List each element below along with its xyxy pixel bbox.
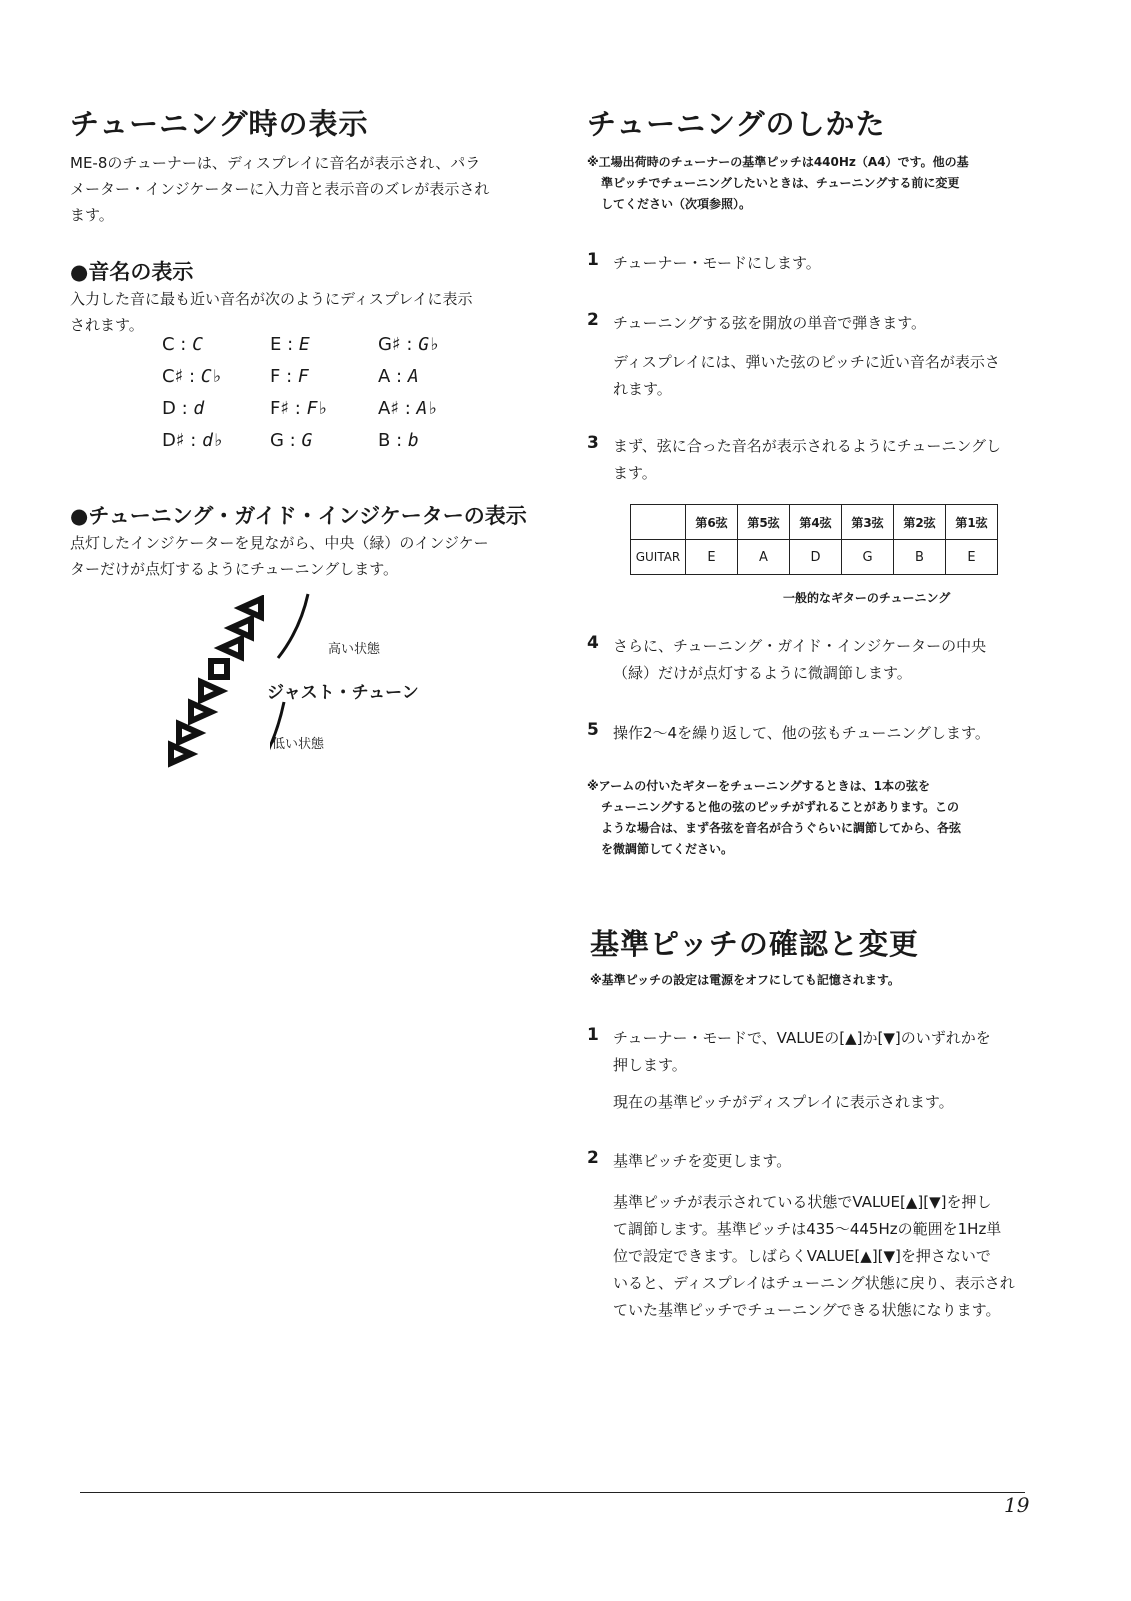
note-names-heading: ●音名の表示	[70, 260, 194, 284]
display-intro-line: メーター・インジケーターに入力音と表示音のズレが表示され	[70, 180, 490, 198]
note-name: D♯	[162, 430, 185, 451]
note-name: D	[162, 398, 176, 419]
step-text	[613, 250, 1058, 277]
lcd-glyph: E	[298, 334, 310, 355]
table-cell: A	[738, 540, 790, 575]
footer-rule	[80, 1492, 1025, 1493]
tuning-table	[630, 504, 998, 575]
page-number: 19	[1004, 1493, 1030, 1517]
note-row	[162, 398, 462, 430]
step-line: ていた基準ピッチでチューニングできる状態になります。	[613, 1301, 1001, 1319]
note-cell: A♯ : A♭	[378, 398, 439, 419]
header-cell: 第2弦	[894, 505, 946, 540]
note-name: G	[270, 430, 284, 451]
note-row	[162, 366, 462, 398]
note-cell: E : E	[270, 334, 310, 355]
label-low-state: 低い状態	[272, 737, 325, 752]
display-section-title: チューニング時の表示	[70, 107, 369, 141]
note-cell: F : F	[270, 366, 309, 387]
lcd-glyph: F♭	[306, 398, 329, 419]
brace-high	[278, 594, 308, 658]
note-name: A♯	[378, 398, 400, 419]
howto-section-title: チューニングのしかた	[587, 107, 886, 141]
arm-note	[587, 776, 1057, 860]
table-cell: E	[686, 540, 738, 575]
step-number: 1	[587, 1025, 599, 1045]
note-cell: F♯ : F♭	[270, 398, 329, 419]
step-line: いると、ディスプレイはチューニング状態に戻り、表示され	[613, 1274, 1015, 1292]
step-number: 3	[587, 433, 599, 453]
label-high-state: 高い状態	[328, 642, 381, 657]
note-row	[162, 334, 462, 366]
indicator-center-icon	[211, 661, 227, 677]
header-cell: 第1弦	[946, 505, 998, 540]
guide-desc-line: 点灯したインジケーターを見ながら、中央（緑）のインジケー	[70, 534, 489, 552]
note-cell: A : A	[378, 366, 419, 387]
lcd-glyph: C	[192, 334, 203, 355]
step-number: 2	[587, 1148, 599, 1168]
note-name: B	[378, 430, 391, 451]
arm-note-line: ような場合は、まず各弦を音名が合うぐらいに調節してから、各弦	[601, 821, 962, 835]
display-intro-line: ます。	[70, 206, 114, 224]
step-text	[613, 433, 1058, 487]
indicator-low-1-icon	[201, 682, 221, 700]
arm-note-line: チューニングすると他の弦のピッチがずれることがあります。この	[601, 800, 959, 814]
lcd-glyph: A♭	[416, 398, 439, 419]
arm-note-line: ※アームの付いたギターをチューニングするときは、1本の弦を	[587, 779, 930, 793]
howto-note	[587, 152, 1057, 215]
note-name: F	[270, 366, 281, 387]
note-cell: D : d	[162, 398, 205, 419]
arm-note-line: を微調節してください。	[601, 842, 734, 856]
step-line: チューニングする弦を開放の単音で弾きます。	[613, 314, 927, 332]
tuning-table-header	[631, 505, 998, 540]
display-intro	[70, 150, 540, 228]
indicator-low-3-icon	[179, 724, 199, 742]
step-number: 1	[587, 250, 599, 270]
step-number: 5	[587, 720, 599, 740]
note-names-desc-line: 入力した音に最も近い音名が次のようにディスプレイに表示	[70, 290, 473, 308]
lcd-glyph: G	[301, 430, 313, 451]
note-cell: C : C	[162, 334, 203, 355]
ref-pitch-section-title: 基準ピッチの確認と変更	[590, 927, 919, 961]
ref-pitch-note: ※基準ピッチの設定は電源をオフにしても記憶されます。	[590, 973, 900, 987]
note-cell: B : b	[378, 430, 419, 451]
step-line: れます。	[613, 380, 672, 398]
label-just-tune: ジャスト・チューン	[267, 683, 419, 703]
step-text	[613, 633, 1058, 687]
step-line: て調節します。基準ピッチは435〜445Hzの範囲を1Hz単	[613, 1220, 1002, 1238]
lcd-glyph: b	[407, 430, 419, 451]
note-name: E	[270, 334, 282, 355]
step-line: 位で設定できます。しばらくVALUE[▲][▼]を押さないで	[613, 1247, 991, 1265]
howto-note-line: してください（次項参照）。	[601, 197, 752, 211]
table-cell: D	[790, 540, 842, 575]
step-line: チューナー・モードにします。	[613, 254, 821, 272]
lcd-glyph: C♭	[200, 366, 223, 387]
table-cell: G	[842, 540, 894, 575]
step-text	[613, 1148, 1058, 1324]
note-cell: C♯ : C♭	[162, 366, 223, 387]
indicator-low-4-icon	[171, 745, 191, 763]
note-cell: D♯ : d♭	[162, 430, 224, 451]
step-line: 現在の基準ピッチがディスプレイに表示されます。	[613, 1093, 954, 1111]
step-line: 基準ピッチが表示されている状態でVALUE[▲][▼]を押し	[613, 1193, 992, 1211]
step-line: ディスプレイには、弾いた弦のピッチに近い音名が表示さ	[613, 353, 1000, 371]
lcd-glyph: d	[193, 398, 205, 419]
step-line: 押します。	[613, 1056, 687, 1074]
step-text	[613, 310, 1058, 403]
tuning-table-caption: 一般的なギターのチューニング	[783, 591, 951, 605]
note-name: G♯	[378, 334, 401, 355]
step-line: （緑）だけが点灯するように微調節します。	[613, 664, 912, 682]
note-cell: G♯ : G♭	[378, 334, 440, 355]
guide-desc	[70, 530, 540, 582]
step-line: チューナー・モードで、VALUEの[▲]か[▼]のいずれかを	[613, 1029, 991, 1047]
lcd-glyph: d♭	[202, 430, 224, 451]
step-line: 基準ピッチを変更します。	[613, 1152, 792, 1170]
note-name: F♯	[270, 398, 290, 419]
table-cell: E	[946, 540, 998, 575]
step-number: 4	[587, 633, 599, 653]
indicator-high-2-icon	[231, 619, 251, 637]
header-cell	[631, 505, 686, 540]
header-cell: 第5弦	[738, 505, 790, 540]
step-number: 2	[587, 310, 599, 330]
header-cell: 第3弦	[842, 505, 894, 540]
step-text	[613, 1025, 1058, 1116]
step-line: ます。	[613, 464, 657, 482]
step-line: さらに、チューニング・ガイド・インジケーターの中央	[613, 637, 987, 655]
note-names-desc	[70, 286, 540, 338]
note-name: C♯	[162, 366, 184, 387]
step-text	[613, 720, 1058, 747]
step-line: 操作2〜4を繰り返して、他の弦もチューニングします。	[613, 724, 990, 742]
lcd-glyph: G♭	[418, 334, 440, 355]
guide-indicator-diagram	[165, 595, 265, 775]
indicator-low-2-icon	[191, 703, 211, 721]
note-name-table	[162, 334, 462, 462]
note-names-desc-line: されます。	[70, 316, 144, 334]
note-name: C	[162, 334, 175, 355]
lcd-glyph: A	[407, 366, 419, 387]
step-line: まず、弦に合った音名が表示されるようにチューニングし	[613, 437, 1002, 455]
note-row	[162, 430, 462, 462]
tuning-table-row	[631, 540, 998, 575]
guide-desc-line: ターだけが点灯するようにチューニングします。	[70, 560, 399, 578]
lcd-glyph: F	[297, 366, 309, 387]
header-cell: 第4弦	[790, 505, 842, 540]
note-name: A	[378, 366, 391, 387]
indicator-high-3-icon	[241, 599, 261, 617]
guide-heading: ●チューニング・ガイド・インジケーターの表示	[70, 504, 527, 528]
table-cell: B	[894, 540, 946, 575]
header-cell: 第6弦	[686, 505, 738, 540]
howto-note-line: ※工場出荷時のチューナーの基準ピッチは440Hz（A4）です。他の基	[587, 155, 969, 169]
indicator-high-1-icon	[221, 639, 241, 657]
display-intro-line: ME-8のチューナーは、ディスプレイに音名が表示され、パラ	[70, 154, 481, 172]
note-cell: G : G	[270, 430, 313, 451]
row-label: GUITAR	[631, 540, 686, 575]
howto-note-line: 準ピッチでチューニングしたいときは、チューニングする前に変更	[601, 176, 960, 190]
